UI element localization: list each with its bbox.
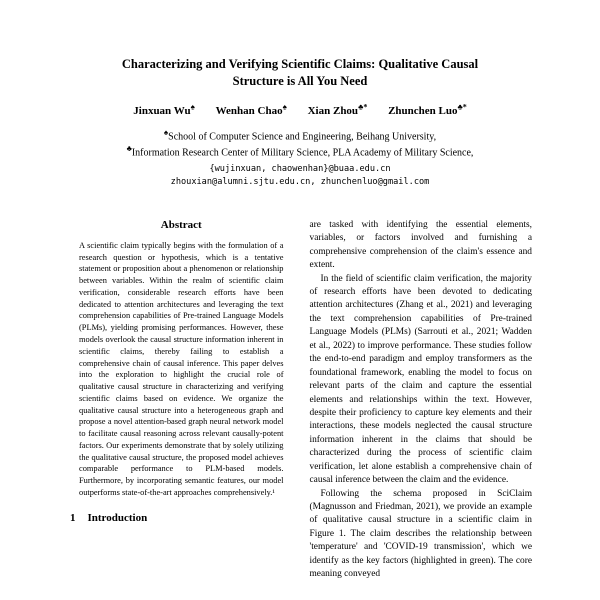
affiliation-mark: ♠ bbox=[163, 128, 169, 138]
left-column bbox=[68, 219, 295, 582]
right-column bbox=[310, 219, 533, 582]
affiliation-text: School of Computer Science and Engineering, Beihang University, bbox=[168, 131, 437, 143]
body-paragraph: In the field of scientific claim verification, the majority of research efforts have been devoted to dedicating attention architectures (Zhang et al., 2021) and leveraging the text comprehension capabilities of Pre-trained Language Models (PLMs) (Sarrouti et al., 2021; Wadden et al., 2022) to improve performance. These studies follow the end-to-end paradigm and employ transformers as the foundational framework, enabling the model to focus on relevant parts of the claim and capture the essential elements and relationships within the text. However, despite their proficiency to capture key elements and their interactions, these models neglected the causal structure information inherent in the claims that should be characterized during the process of scientific claim verification, let alone establish a comprehensive chain of causal inference between the claim and the evidence. bbox=[309, 273, 532, 486]
affiliation-mark: ♣ bbox=[126, 143, 132, 153]
author-line bbox=[68, 103, 532, 118]
email-block bbox=[68, 163, 532, 189]
paper-title: Characterizing and Verifying Scientific Claims: Qualitative Causal Structure is All You Need bbox=[121, 57, 479, 88]
email-line: zhouxian@alumni.sjtu.edu.cn, zhunchenluo@gmail.com bbox=[170, 176, 430, 187]
author bbox=[133, 102, 195, 118]
two-column-body bbox=[68, 219, 532, 582]
author-name: Zhunchen Luo bbox=[388, 105, 458, 118]
section-heading-introduction bbox=[70, 512, 293, 524]
affiliation-text: Information Research Center of Military Science, PLA Academy of Military Science, bbox=[131, 147, 474, 159]
author-name: Xian Zhou bbox=[307, 105, 359, 118]
author bbox=[307, 102, 368, 118]
body-paragraph: are tasked with identifying the essential elements, variables, or factors involved and furnishing a comprehensive comprehension of the claim's essence and extent. bbox=[309, 219, 532, 271]
author-mark: ♠ bbox=[190, 102, 195, 112]
author-name: Jinxuan Wu bbox=[133, 105, 191, 118]
email-line: {wujinxuan, chaowenhan}@buaa.edu.cn bbox=[209, 164, 391, 175]
section-title: Introduction bbox=[87, 511, 148, 524]
author bbox=[388, 102, 467, 118]
author-name: Wenhan Chao bbox=[215, 105, 283, 118]
affiliation-line bbox=[68, 144, 532, 159]
abstract-heading: Abstract bbox=[160, 218, 202, 231]
author bbox=[215, 102, 287, 118]
affiliation-line bbox=[68, 128, 532, 143]
body-paragraph: Following the schema proposed in SciClaim (Magnusson and Friedman, 2021), we provide an example of qualitative causal structure in a scientific claim in Figure 1. The claim describes the relationship between 'temperature' and 'COVID-19 transmission', which we identify as the key factors (highlighted in green). The core meaning conveyed bbox=[309, 488, 532, 580]
author-mark: ♣* bbox=[358, 102, 368, 112]
affiliations bbox=[68, 128, 532, 159]
author-mark: ♣* bbox=[457, 102, 467, 112]
author-mark: ♠ bbox=[282, 102, 287, 112]
section-number: 1 bbox=[70, 511, 76, 524]
abstract-text: A scientific claim typically begins with the formulation of a research question or hypothesis, which is a tentative statement or proposition about a phenomenon or relationship between variables. Within the realm of scientific claim verification, considerable research efforts have been dedicated to attention architectures and leveraging the text comprehension capabilities of Pre-trained Language Models (PLMs), yielding promising performances. However, these models overlook the causal structure information inherent in scientific claims, thereby failing to establish a comprehensive chain of causal inference. This paper delves into the exploration to highlight the crucial role of qualitative causal structure in characterizing and verifying scientific claims based on evidence. We organize the qualitative causal structure into a heterogeneous graph and propose a novel attention-based graph neural network model to facilitate causal reasoning across relevant causally-potent factors. Our experiments demonstrate that by solely utilizing the qualitative causal structure, the proposed model achieves comparable performance to PLM-based models. Furthermore, by incorporating semantic features, our model outperforms state-of-the-art approaches comprehensively.¹ bbox=[79, 240, 284, 497]
